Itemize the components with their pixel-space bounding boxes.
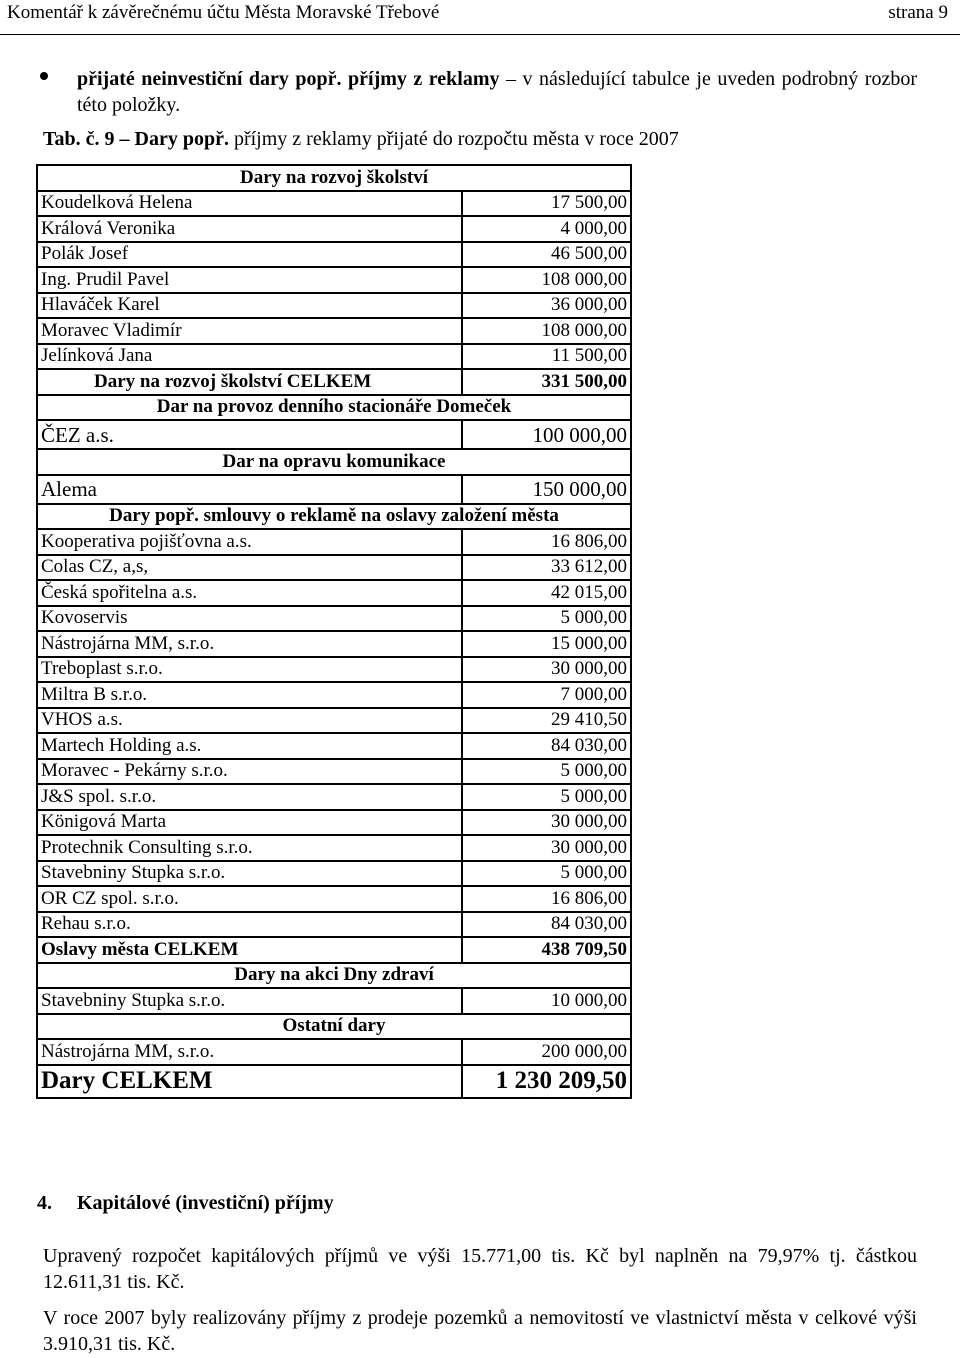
amount-cell: 17 500,00 — [462, 191, 631, 217]
amount-cell: 11 500,00 — [462, 344, 631, 370]
table-row — [37, 191, 631, 217]
intro-bold: přijaté neinvestiční dary popř. příjmy z reklamy — [77, 68, 500, 90]
table-row — [37, 420, 631, 449]
table-row — [37, 580, 631, 606]
total-amount-cell: 331 500,00 — [462, 369, 631, 395]
table-row — [37, 682, 631, 708]
table-row — [37, 784, 631, 810]
donor-name-cell: J&S spol. s.r.o. — [37, 784, 462, 810]
donor-name-cell: Nástrojárna MM, s.r.o. — [37, 631, 462, 657]
section-header-row — [37, 449, 631, 475]
section-title: Kapitálové (investiční) příjmy — [77, 1192, 334, 1214]
donor-name-cell: Kooperativa pojišťovna a.s. — [37, 529, 462, 555]
table-row — [37, 1039, 631, 1065]
paragraph-capital-income: Upravený rozpočet kapitálových příjmů ve výši 15.771,00 tis. Kč byl naplněn na 79,97% tj. částkou 12.611,31 tis. Kč. — [43, 1245, 917, 1293]
amount-cell: 42 015,00 — [462, 580, 631, 606]
section-title-cell: Dary popř. smlouvy o reklamě na oslavy založení města — [37, 504, 631, 530]
section-header-row — [37, 165, 631, 191]
donor-name-cell: Stavebniny Stupka s.r.o. — [37, 861, 462, 887]
intro-rest: – v následující tabulce je uveden podrobný rozbor této položky. — [77, 68, 917, 116]
donor-name-cell: VHOS a.s. — [37, 708, 462, 734]
amount-cell: 30 000,00 — [462, 835, 631, 861]
table-row — [37, 267, 631, 293]
amount-cell: 108 000,00 — [462, 267, 631, 293]
amount-cell: 30 000,00 — [462, 810, 631, 836]
amount-cell: 7 000,00 — [462, 682, 631, 708]
amount-cell: 84 030,00 — [462, 912, 631, 938]
amount-cell: 108 000,00 — [462, 318, 631, 344]
donor-name-cell: ČEZ a.s. — [37, 420, 462, 449]
intro-paragraph — [77, 66, 917, 118]
table-row — [37, 657, 631, 683]
amount-cell: 4 000,00 — [462, 216, 631, 242]
donor-name-cell: Nástrojárna MM, s.r.o. — [37, 1039, 462, 1065]
paragraph-property-sales: V roce 2007 byly realizovány příjmy z prodeje pozemků a nemovitostí ve vlastnictví města v celkové výši 3.910,31 tis. Kč. — [43, 1307, 917, 1355]
amount-cell: 29 410,50 — [462, 708, 631, 734]
donor-name-cell: Königová Marta — [37, 810, 462, 836]
total-label-cell: Dary na rozvoj školství CELKEM — [37, 369, 462, 395]
subtotal-row — [37, 369, 631, 395]
grand-total-row — [37, 1065, 631, 1098]
section-title-cell: Ostatní dary — [37, 1014, 631, 1040]
gifts-table — [36, 164, 632, 1099]
table-row — [37, 344, 631, 370]
table-row — [37, 293, 631, 319]
donor-name-cell: Polák Josef — [37, 242, 462, 268]
amount-cell: 16 806,00 — [462, 886, 631, 912]
amount-cell: 84 030,00 — [462, 733, 631, 759]
donor-name-cell: OR CZ spol. s.r.o. — [37, 886, 462, 912]
table-row — [37, 529, 631, 555]
section-header-row — [37, 395, 631, 421]
bullet-icon — [40, 72, 48, 80]
table-body — [37, 165, 631, 1098]
caption-prefix: Tab. č. 9 – Dary popř. — [43, 128, 229, 150]
table-caption — [43, 128, 679, 151]
subtotal-row — [37, 937, 631, 963]
amount-cell: 100 000,00 — [462, 420, 631, 449]
table-row — [37, 242, 631, 268]
amount-cell: 15 000,00 — [462, 631, 631, 657]
header-title: Komentář k závěrečnému účtu Města Moravské Třebové — [7, 2, 440, 23]
donor-name-cell: Králová Veronika — [37, 216, 462, 242]
total-label-cell: Dary CELKEM — [37, 1065, 462, 1098]
table-row — [37, 555, 631, 581]
table-row — [37, 810, 631, 836]
amount-cell: 5 000,00 — [462, 759, 631, 785]
amount-cell: 16 806,00 — [462, 529, 631, 555]
donor-name-cell: Protechnik Consulting s.r.o. — [37, 835, 462, 861]
donor-name-cell: Colas CZ, a,s, — [37, 555, 462, 581]
donor-name-cell: Ing. Prudil Pavel — [37, 267, 462, 293]
amount-cell: 5 000,00 — [462, 606, 631, 632]
section-heading — [37, 1192, 334, 1215]
donor-name-cell: Martech Holding a.s. — [37, 733, 462, 759]
total-label-cell: Oslavy města CELKEM — [37, 937, 462, 963]
table-row — [37, 912, 631, 938]
donor-name-cell: Treboplast s.r.o. — [37, 657, 462, 683]
amount-cell: 200 000,00 — [462, 1039, 631, 1065]
section-header-row — [37, 963, 631, 989]
page-header — [0, 0, 960, 35]
table-row — [37, 733, 631, 759]
donor-name-cell: Moravec Vladimír — [37, 318, 462, 344]
donor-name-cell: Miltra B s.r.o. — [37, 682, 462, 708]
donor-name-cell: Kovoservis — [37, 606, 462, 632]
table-row — [37, 886, 631, 912]
table-row — [37, 759, 631, 785]
amount-cell: 5 000,00 — [462, 784, 631, 810]
table-row — [37, 988, 631, 1014]
amount-cell: 46 500,00 — [462, 242, 631, 268]
donor-name-cell: Koudelková Helena — [37, 191, 462, 217]
table-row — [37, 861, 631, 887]
section-title-cell: Dary na rozvoj školství — [37, 165, 631, 191]
amount-cell: 10 000,00 — [462, 988, 631, 1014]
table-row — [37, 606, 631, 632]
table-row — [37, 216, 631, 242]
section-title-cell: Dary na akci Dny zdraví — [37, 963, 631, 989]
section-title-cell: Dar na provoz denního stacionáře Domeček — [37, 395, 631, 421]
page-number: strana 9 — [888, 2, 948, 23]
caption-rest: příjmy z reklamy přijaté do rozpočtu města v roce 2007 — [228, 128, 679, 150]
table-row — [37, 631, 631, 657]
donor-name-cell: Jelínková Jana — [37, 344, 462, 370]
donor-name-cell: Alema — [37, 475, 462, 504]
donor-name-cell: Hlaváček Karel — [37, 293, 462, 319]
table-row — [37, 475, 631, 504]
section-header-row — [37, 504, 631, 530]
donor-name-cell: Rehau s.r.o. — [37, 912, 462, 938]
amount-cell: 5 000,00 — [462, 861, 631, 887]
section-title-cell: Dar na opravu komunikace — [37, 449, 631, 475]
donor-name-cell: Stavebniny Stupka s.r.o. — [37, 988, 462, 1014]
amount-cell: 150 000,00 — [462, 475, 631, 504]
amount-cell: 30 000,00 — [462, 657, 631, 683]
table-row — [37, 835, 631, 861]
section-header-row — [37, 1014, 631, 1040]
table-row — [37, 708, 631, 734]
table-row — [37, 318, 631, 344]
donor-name-cell: Česká spořitelna a.s. — [37, 580, 462, 606]
amount-cell: 36 000,00 — [462, 293, 631, 319]
total-amount-cell: 1 230 209,50 — [462, 1065, 631, 1098]
amount-cell: 33 612,00 — [462, 555, 631, 581]
donor-name-cell: Moravec - Pekárny s.r.o. — [37, 759, 462, 785]
total-amount-cell: 438 709,50 — [462, 937, 631, 963]
section-number: 4. — [37, 1192, 52, 1214]
